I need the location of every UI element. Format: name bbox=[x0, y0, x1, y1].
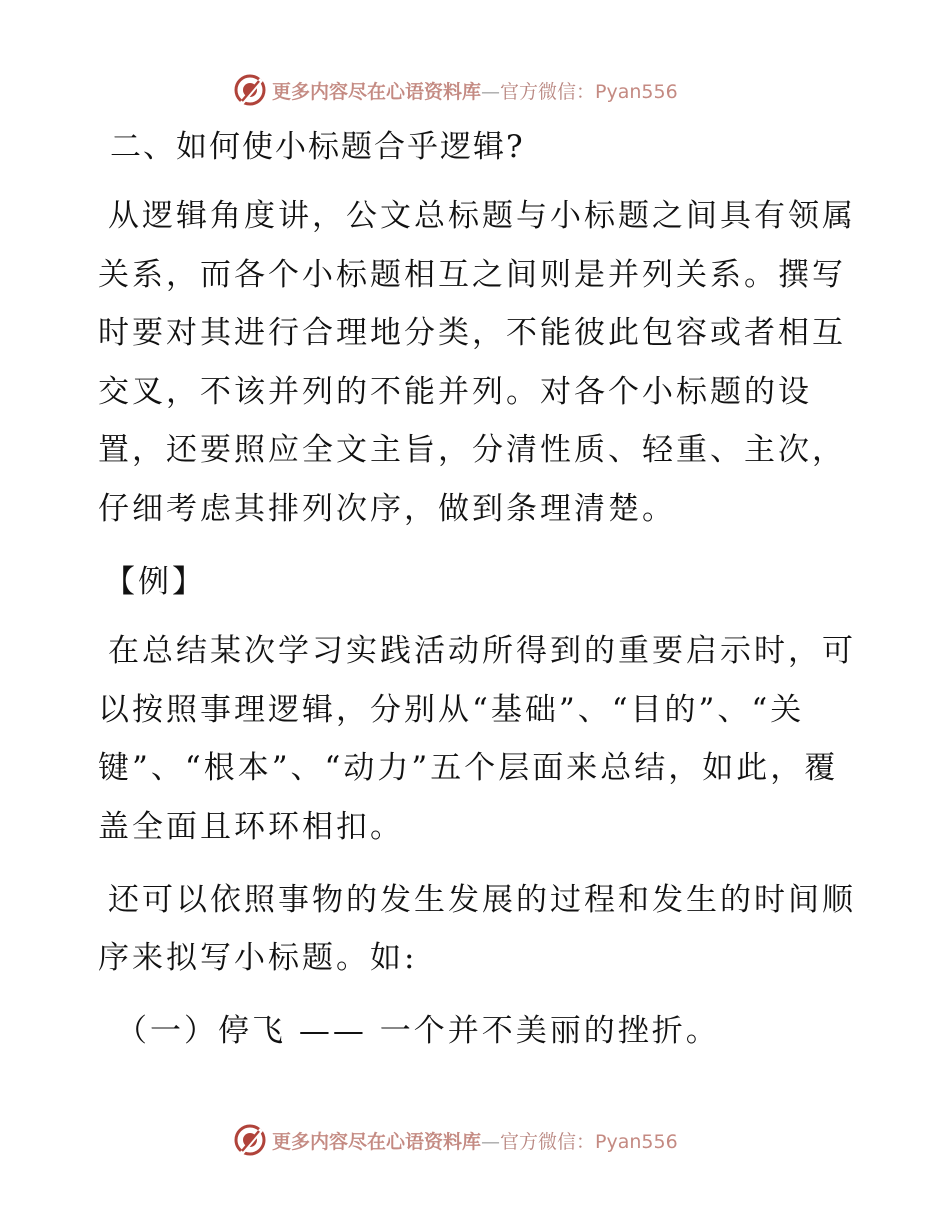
watermark-text: 更多内容尽在心语资料库—官方微信：Pyan556 bbox=[272, 1130, 678, 1153]
example-tag: 【例】 bbox=[104, 563, 206, 600]
sequence-paragraph: 还可以依照事物的发生发展的过程和发生的时间顺序来拟写小标题。如: bbox=[98, 881, 856, 977]
watermark-top bbox=[232, 70, 678, 110]
section-heading: 二、如何使小标题合乎逻辑? bbox=[110, 129, 525, 165]
pen-logo-icon bbox=[232, 72, 268, 108]
list-item: （一）停飞 —— 一个并不美丽的挫折。 bbox=[116, 1012, 720, 1049]
watermark-bottom bbox=[232, 1120, 678, 1160]
pen-logo-icon bbox=[232, 1122, 268, 1158]
watermark-text: 更多内容尽在心语资料库—官方微信：Pyan556 bbox=[272, 80, 678, 103]
document-body bbox=[98, 118, 858, 1060]
example-paragraph: 在总结某次学习实践活动所得到的重要启示时，可以按照事理逻辑，分别从“基础”、“目的”、“关键”、“根本”、“动力”五个层面来总结，如此，覆盖全面且环环相扣。 bbox=[98, 633, 856, 845]
intro-paragraph: 从逻辑角度讲，公文总标题与小标题之间具有领属关系，而各个小标题相互之间则是并列关系。撰写时要对其进行合理地分类，不能彼此包容或者相互交叉，不该并列的不能并列。对各个小标题的设置，还要照应全文主旨，分清性质、轻重、主次，仔细考虑其排列次序，做到条理清楚。 bbox=[98, 198, 856, 527]
